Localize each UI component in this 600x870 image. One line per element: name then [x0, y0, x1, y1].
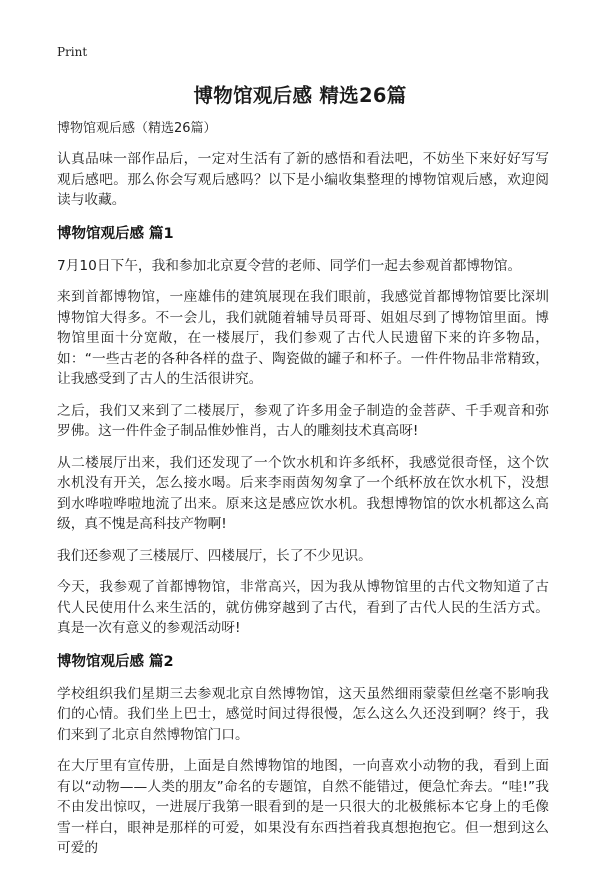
section-1-paragraph-2: 来到首都博物馆，一座雄伟的建筑展现在我们眼前，我感觉首都博物馆要比深圳博物馆大得多。不一会儿，我们就随着辅导员哥哥、姐姐尽到了博物馆里面。博物馆里面十分宽敞，在一楼展厅，我们参观了古代人民遗留下来的许多物品，如：“一些古老的各种各样的盘子、陶瓷做的罐子和杯子。一件件物品非常精致，让我感受到了古人的生活很讲究。 [57, 289, 549, 387]
section-1-paragraph-4: 从二楼展厅出来，我们还发现了一个饮水机和许多纸杯，我感觉很奇怪，这个饮水机没有开关，怎么接水喝。后来李雨茵匆匆拿了一个纸杯放在饮水机下，没想到水哗啦哗啦地流了出来。原来这是感应饮水机。我想博物馆的饮水机都这么高级，真不愧是高科技产物啊! [57, 454, 549, 532]
section-1-paragraph-3: 之后，我们又来到了二楼展厅，参观了许多用金子制造的金菩萨、千手观音和弥罗佛。这一件件金子制品惟妙惟肖，古人的雕刻技术真高呀! [57, 402, 549, 439]
section-1-paragraph-1: 7月10日下午，我和参加北京夏令营的老师、同学们一起去参观首都博物馆。 [57, 257, 522, 274]
section-1-paragraph-6: 今天，我参观了首都博物馆，非常高兴，因为我从博物馆里的古代文物知道了古代人民使用什么来生活的，就仿佛穿越到了古代，看到了古代人民的生活方式。真是一次有意义的参观活动呀! [57, 579, 549, 636]
intro-paragraph: 认真品味一部作品后，一定对生活有了新的感悟和看法吧，不妨坐下来好好写写观后感吧。那么你会写观后感吗？以下是小编收集整理的博物馆观后感，欢迎阅读与收藏。 [57, 151, 549, 208]
section-2-paragraph-1: 学校组织我们星期三去参观北京自然博物馆，这天虽然细雨蒙蒙但丝毫不影响我们的心情。我们坐上巴士，感觉时间过得很慢，怎么这么久还没到啊？终于，我们来到了北京自然博物馆门口。 [57, 685, 549, 743]
article-subtitle: 博物馆观后感（精选26篇） [57, 121, 217, 136]
section-1-paragraph-5: 我们还参观了三楼展厅、四楼展厅，长了不少见识。 [57, 547, 372, 564]
section-heading-1: 博物馆观后感 篇1 [57, 225, 174, 242]
article-body [57, 119, 549, 870]
section-heading-2: 博物馆观后感 篇2 [57, 653, 174, 670]
print-link[interactable]: Print [57, 45, 88, 59]
page-title: 博物馆观后感 精选26篇 [193, 84, 407, 107]
section-2-paragraph-2: 在大厅里有宣传册，上面是自然博物馆的地图，一向喜欢小动物的我，看到上面有以“动物——人类的朋友”命名的专题馆，自然不能错过，便急忙奔去。“哇!”我不由发出惊叹，一进展厅我第一眼看到的是一只很大的北极熊标本它身上的毛像雪一样白，眼神是那样的可爱，如果没有东西挡着我真想抱抱它。但一想到这么可爱的 [57, 758, 549, 856]
